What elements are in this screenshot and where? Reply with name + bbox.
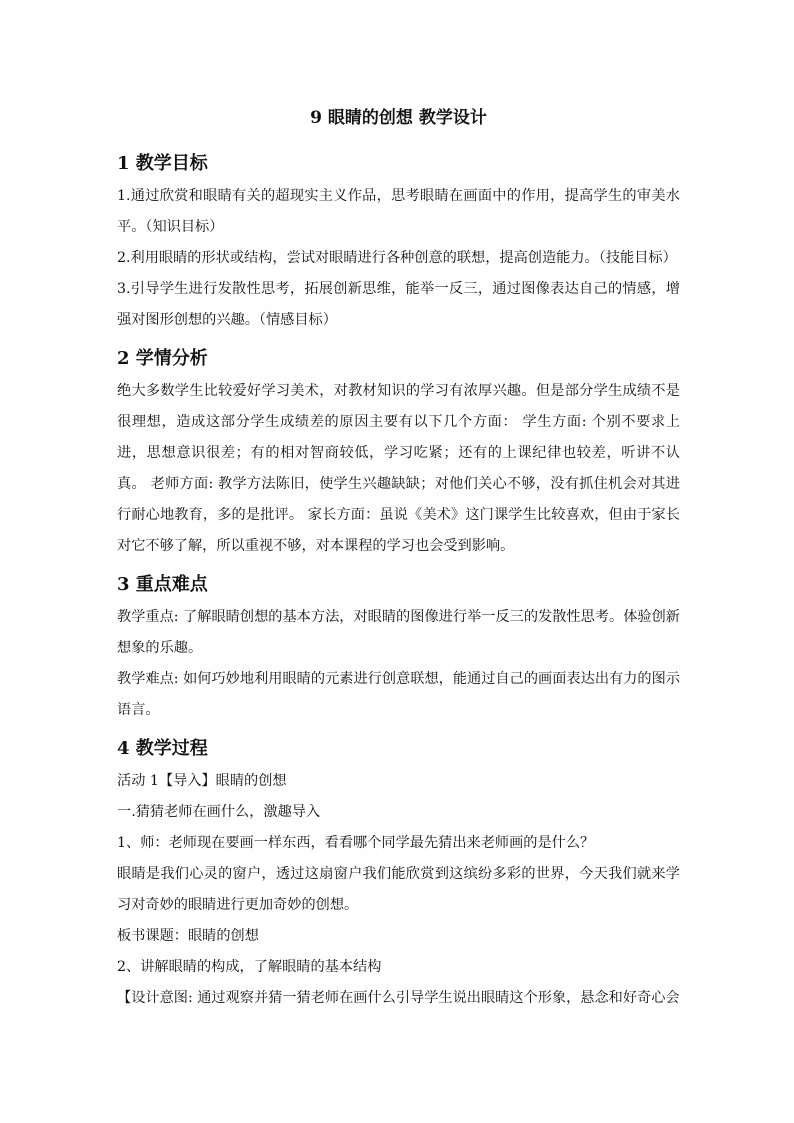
paragraph: 【设计意图: 通过观察并猜一猜老师在画什么引导学生说出眼睛这个形象，悬念和好奇心会 [117,990,680,1006]
paragraph: 1.通过欣赏和眼睛有关的超现实主义作品，思考眼睛在画面中的作用，提高学生的审美水平。（知识目标） [117,188,680,235]
section-heading-teaching-process: 4 教学过程 [117,738,208,759]
paragraph: 3.引导学生进行发散性思考，拓展创新思维，能举一反三，通过图像表达自己的情感，增强对图形创想的兴趣。（情感目标） [117,281,680,328]
paragraph: 1、师：老师现在要画一样东西，看看哪个同学最先猜出来老师画的是什么？ [117,835,595,851]
section-heading-key-points: 3 重点难点 [117,574,208,595]
paragraph: 板书课题：眼睛的创想 [117,928,259,944]
paragraph: 教学重点: 了解眼睛创想的基本方法，对眼睛的图像进行举一反三的发散性思考。体验创新想象的乐趣。 [117,609,680,656]
document-page [117,100,680,1014]
paragraph: 教学难点: 如何巧妙地利用眼睛的元素进行创意联想，能通过自己的画面表达出有力的图示语言。 [117,671,680,718]
paragraph: 活动 1【导入】眼睛的创想 [117,773,287,789]
section-heading-student-analysis: 2 学情分析 [117,348,208,369]
section-heading-objectives: 1 教学目标 [117,153,208,174]
paragraph: 眼睛是我们心灵的窗户，透过这扇窗户我们能欣赏到这缤纷多彩的世界，今天我们就来学习对奇妙的眼睛进行更加奇妙的创想。 [117,866,680,913]
paragraph: 绝大多数学生比较爱好学习美术，对教材知识的学习有浓厚兴趣。但是部分学生成绩不是很理想，造成这部分学生成绩差的原因主要有以下几个方面： 学生方面: 个别不要求上进，思想意识很差；有的相对智商较低，学习吃紧；还有的上课纪律也较差，听讲不认真。 老师方面: 教学方法陈旧，使学生兴趣缺缺；对他们关心不够，没有抓住机会对其进行耐心地教育，多的是批评。 家长方面：虽说《美术》这门课学生比较喜欢，但由于家长对它不够了解，所以重视不够，对本课程的学习也会受到影响。 [117,383,680,554]
paragraph: 一.猜猜老师在画什么，激趣导入 [117,804,321,820]
document-title: 9 眼睛的创想 教学设计 [310,108,487,128]
paragraph: 2、讲解眼睛的构成，了解眼睛的基本结构 [117,959,382,975]
paragraph: 2.利用眼睛的形状或结构，尝试对眼睛进行各种创意的联想，提高创造能力。（技能目标） [117,250,677,266]
